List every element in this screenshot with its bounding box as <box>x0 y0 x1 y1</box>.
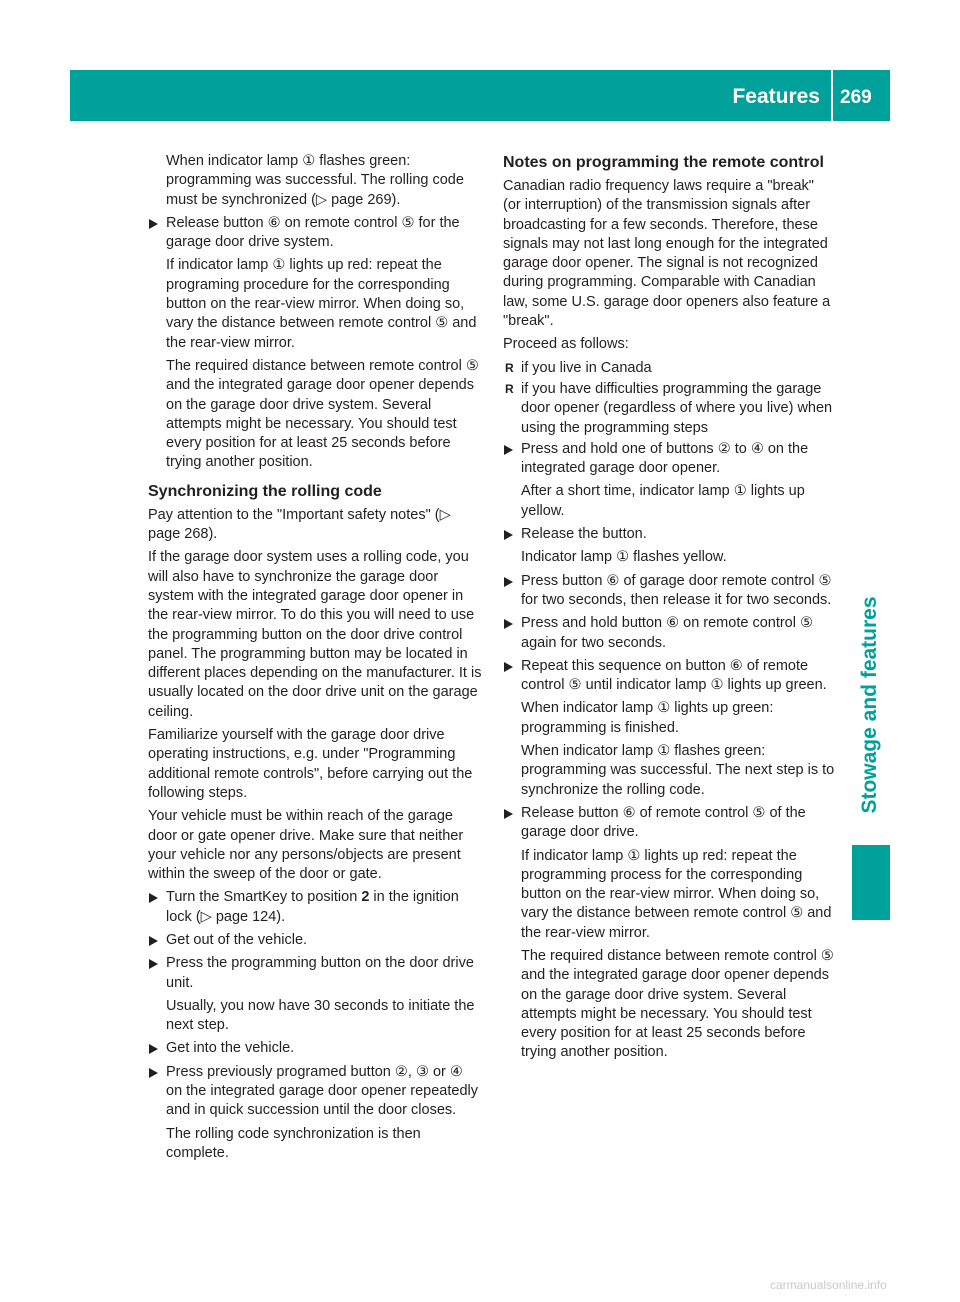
step-text: Press and hold one of buttons ② to ④ on the integrated garage door opener. <box>521 440 809 477</box>
bullet-item: R if you have difficulties programming the garage door opener (regardless of where you live) when using the programming steps <box>503 380 835 438</box>
step-subtext: When indicator lamp ① lights up green: programming is finished. <box>521 700 774 736</box>
step-subtext: If indicator lamp ① lights up red: repeat the programing procedure for the corresponding button on the rear-view mirror. When doing so, vary the distance between remote control ⑤ and the rear-view mirror. <box>166 257 477 351</box>
right-column <box>503 152 835 1067</box>
section-heading: Synchronizing the rolling code <box>148 482 382 500</box>
step-item <box>503 657 835 800</box>
step-item <box>148 954 482 1035</box>
step-subtext: Usually, you now have 30 seconds to initiate the next step. <box>166 997 475 1034</box>
step-text: Repeat this sequence on button ⑥ of remote control ⑤ until indicator lamp ① lights up green. <box>521 657 827 694</box>
step-subtext: The required distance between remote control ⑤ and the integrated garage door opener depends on the garage door drive system. Several attempts might be necessary. You should test every position for at least 25 seconds before trying another position. <box>521 947 834 1061</box>
step-subtext: If indicator lamp ① lights up red: repeat the programming process for the corresponding button on the rear-view mirror. When doing so, vary the distance between remote control ⑤ and the rear-view mirror. <box>521 847 832 941</box>
section-title: Features <box>732 85 820 108</box>
step-item <box>503 804 835 1063</box>
step-text: Press the programming button on the door drive unit. <box>166 955 474 991</box>
step-text <box>166 888 482 927</box>
paragraph: Proceed as follows: <box>503 336 629 353</box>
step-item <box>148 931 482 950</box>
header-divider <box>831 70 833 121</box>
step-text: Press button ⑥ of garage door remote control ⑤ for two seconds, then release it for two seconds. <box>521 572 832 608</box>
step-item <box>503 614 835 653</box>
paragraph: Canadian radio frequency laws require a "break" (or interruption) of the transmission signals after broadcasting for a few seconds. Therefore, these signals may not last long enough for the integrated garage door opener. The signal is not recognized during programming. Comparable with Canadian law, some U.S. garage door openers also feature a "break". <box>503 178 831 330</box>
step-subtext: The required distance between remote control ⑤ and the integrated garage door opener depends on the garage door drive system. Several attempts might be necessary. You should test every position for at least 25 seconds before trying another position. <box>166 357 479 471</box>
step-item <box>148 888 482 927</box>
position-number: 2 <box>361 889 370 906</box>
step-text-part: Turn the SmartKey to position <box>166 889 362 906</box>
bullet-list <box>503 359 835 438</box>
side-tab-marker <box>852 845 890 920</box>
step-list <box>148 888 482 1163</box>
step-item <box>148 214 482 473</box>
step-text: Get out of the vehicle. <box>166 931 308 948</box>
paragraph: Familiarize yourself with the garage door drive operating instructions, e.g. under "Programming additional remote controls", before carrying out the following steps. <box>148 727 473 801</box>
step-subtext: After a short time, indicator lamp ① lights up yellow. <box>521 483 805 519</box>
step-item <box>148 1063 482 1163</box>
watermark: carmanualsonline.info <box>770 1278 887 1292</box>
step-list <box>148 214 482 473</box>
step-list <box>503 440 835 1063</box>
step-text: Press previously programed button ②, ③ or ④ on the integrated garage door opener repeatedly and in quick succession until the door closes. <box>166 1063 478 1119</box>
step-item <box>503 572 835 611</box>
step-item <box>148 1039 482 1058</box>
step-text: Press and hold button ⑥ on remote control ⑤ again for two seconds. <box>521 615 813 651</box>
side-tab-label: Stowage and features <box>858 596 881 814</box>
step-subtext: The rolling code synchronization is then complete. <box>166 1125 421 1161</box>
paragraph: Your vehicle must be within reach of the garage door or gate opener drive. Make sure that neither your vehicle nor any persons/objects are present within the sweep of the door or gate. <box>148 808 464 883</box>
paragraph: If the garage door system uses a rolling code, you will also have to synchronize the garage door system with the integrated garage door opener in the rear-view mirror. To do this you will need to use the programming button on the door drive control panel. The programming button may be located in different places depending on the manufacturer. It is usually located on the door drive unit on the garage ceiling. <box>148 549 482 720</box>
paragraph: Pay attention to the "Important safety notes" (▷ page 268). <box>148 506 451 543</box>
step-text-part: in the ignition lock (▷ page 124). <box>166 889 459 925</box>
section-heading: Notes on programming the remote control <box>503 154 824 171</box>
intro-text: When indicator lamp ① flashes green: programming was successful. The rolling code must be synchronized (▷ page 269). <box>166 153 464 208</box>
step-text: Release button ⑥ of remote control ⑤ of the garage door drive. <box>521 804 806 841</box>
step-subtext: Indicator lamp ① flashes yellow. <box>521 549 727 566</box>
left-column <box>148 152 482 1167</box>
page-number: 269 <box>840 87 872 108</box>
step-text: Get into the vehicle. <box>166 1040 295 1057</box>
step-subtext: When indicator lamp ① flashes green: programming was successful. The next step is to synchronize the rolling code. <box>521 743 835 798</box>
step-item <box>503 525 835 568</box>
step-text: Release button ⑥ on remote control ⑤ for the garage door drive system. <box>166 214 460 251</box>
step-text: Release the button. <box>521 526 647 543</box>
bullet-item: R if you live in Canada <box>503 359 835 378</box>
step-item <box>503 440 835 521</box>
